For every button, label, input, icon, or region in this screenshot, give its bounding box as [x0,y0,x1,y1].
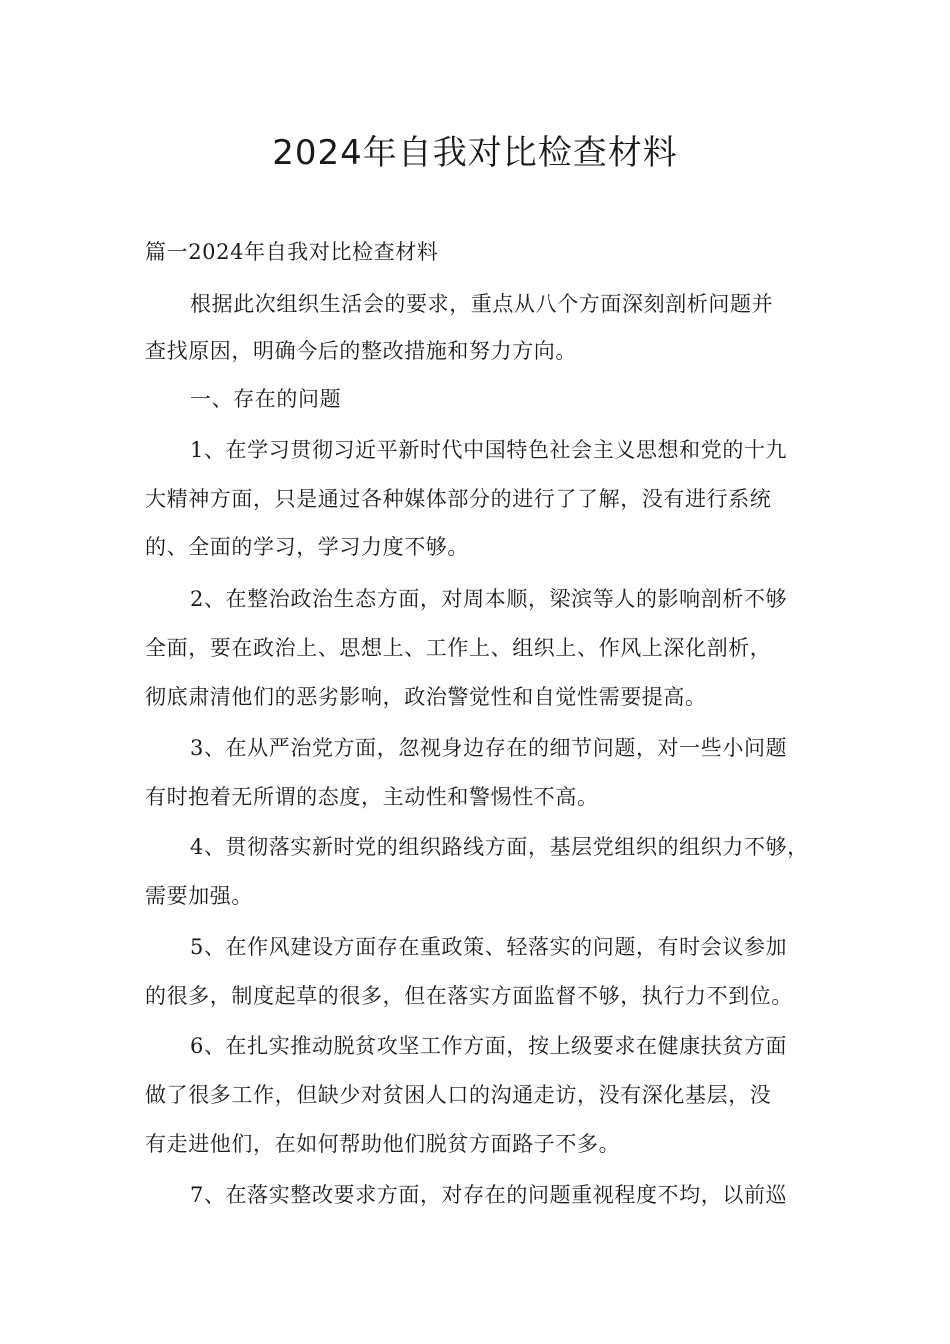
paragraph-line: 6、在扎实推动脱贫攻坚工作方面，按上级要求在健康扶贫方面 [190,1034,788,1058]
paragraph-line: 5、在作风建设方面存在重政策、轻落实的问题，有时会议参加 [190,935,788,959]
document-title: 2024年自我对比检查材料 [272,133,678,173]
paragraph-line: 需要加强。 [145,884,253,908]
paragraph-line: 查找原因，明确今后的整改措施和努力方向。 [145,339,577,363]
paragraph-line: 2、在整治政治生态方面，对周本顺，梁滨等人的影响剖析不够 [190,587,788,611]
paragraph-line: 做了很多工作，但缺少对贫困人口的沟通走访，没有深化基层，没 [145,1083,772,1107]
section-heading: 篇一2024年自我对比检查材料 [145,240,439,264]
paragraph-line: 4、贯彻落实新时党的组织路线方面，基层党组织的组织力不够， [190,835,809,859]
paragraph-line: 1、在学习贯彻习近平新时代中国特色社会主义思想和党的十九 [190,438,788,462]
paragraph-line: 的很多，制度起草的很多，但在落实方面监督不够，执行力不到位。 [145,984,793,1008]
paragraph-line: 7、在落实整改要求方面，对存在的问题重视程度不均，以前巡 [190,1183,788,1207]
paragraph-line: 全面，要在政治上、思想上、工作上、组织上、作风上深化剖析， [145,636,772,660]
paragraph-line: 有时抱着无所谓的态度，主动性和警惕性不高。 [145,785,599,809]
paragraph-line: 根据此次组织生活会的要求，重点从八个方面深刻剖析问题并 [190,292,774,316]
paragraph-line: 彻底肃清他们的恶劣影响，政治警觉性和自觉性需要提高。 [145,685,707,709]
subheading-line: 一、存在的问题 [190,387,342,411]
paragraph-line: 大精神方面，只是通过各种媒体部分的进行了了解，没有进行系统 [145,487,772,511]
paragraph-line: 3、在从严治党方面，忽视身边存在的细节问题，对一些小问题 [190,736,788,760]
paragraph-line: 的、全面的学习，学习力度不够。 [145,535,469,559]
paragraph-line: 有走进他们，在如何帮助他们脱贫方面路子不多。 [145,1132,621,1156]
